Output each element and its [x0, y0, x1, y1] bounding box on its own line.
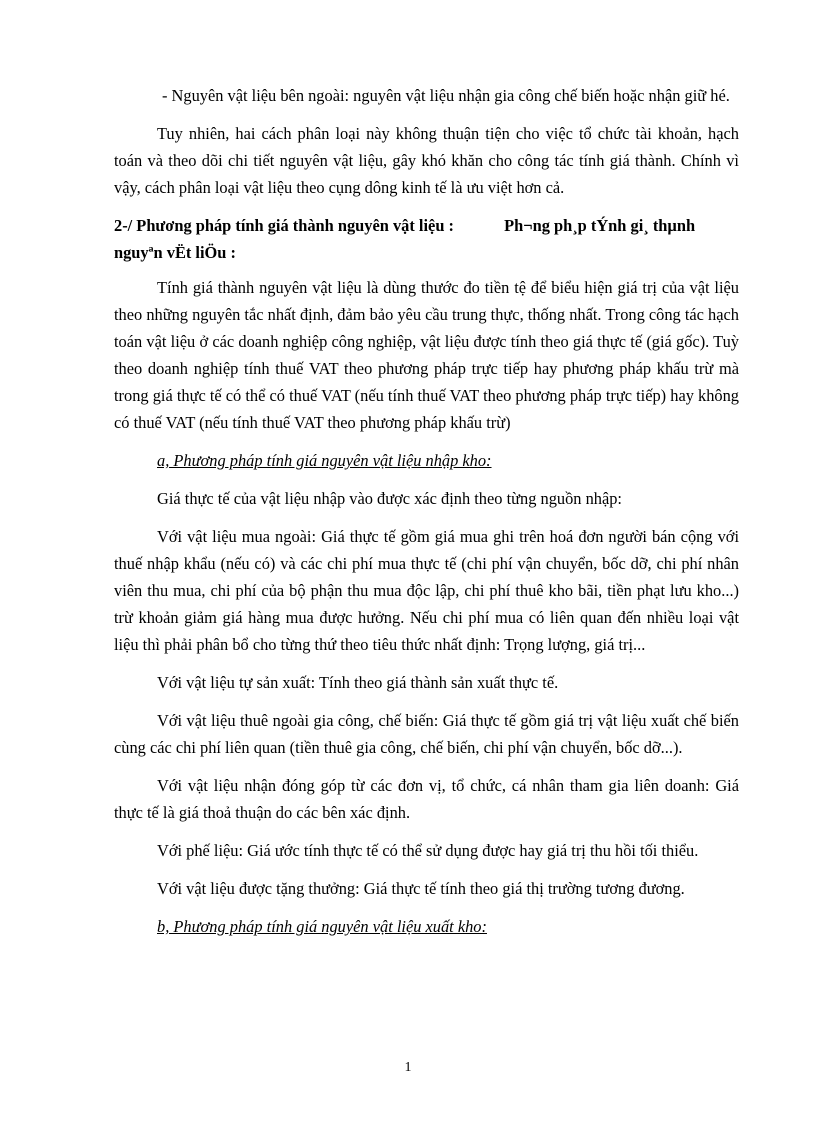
document-page: [114, 82, 739, 951]
paragraph-scrap: Với phế liệu: Giá ước tính thực tế có thể sử dụng được hay giá trị thu hồi tối thiểu.: [157, 841, 699, 860]
subheading-b: b, Phương pháp tính giá nguyên vật liệu xuất kho:: [157, 917, 487, 936]
paragraph-self-produced: Với vật liệu tự sản xuất: Tính theo giá thành sản xuất thực tế.: [157, 673, 559, 692]
page-number: 1: [404, 1060, 412, 1075]
subheading-a: a, Phương pháp tính giá nguyên vật liệu nhập kho:: [157, 451, 492, 470]
section-heading-text: 2-/ Phương pháp tính giá thành nguyên vật liệu :: [114, 216, 454, 235]
paragraph-external-materials: - Nguyên vật liệu bên ngoài: nguyên vật liệu nhận gia công chế biến hoặc nhận giữ hé.: [162, 86, 730, 105]
paragraph-contributed: Với vật liệu nhận đóng góp từ các đơn vị, tổ chức, cá nhân tham gia liên doanh: Giá thực tế là giá thoả thuận do các bên xác định.: [114, 776, 739, 822]
paragraph-classification-note: Tuy nhiên, hai cách phân loại này không thuận tiện cho việc tổ chức tài khoản, hạch toán và theo dõi chi tiết nguyên vật liệu, gây khó khăn cho công tác tính giá thành. Chính vì vậy, cách phân loại vật liệu theo cụng dông kinh tế là ưu việt hơn cả.: [114, 124, 739, 197]
paragraph-purchased: Với vật liệu mua ngoài: Giá thực tế gồm giá mua ghi trên hoá đơn người bán cộng với thuế nhập khẩu (nếu có) và các chi phí mua thực tế (chi phí vận chuyển, bốc dỡ, chi phí nhân viên thu mua, chi phí của bộ phận thu mua độc lập, chi phí thuê kho bãi, tiền phạt lưu kho...) trừ khoản giảm giá hàng mua được hưởng. Nếu chi phí mua có liên quan đến nhiều loại vật liệu thì phải phân bổ cho từng thứ theo tiêu thức nhất định: Trọng lượng, giá trị...: [114, 527, 739, 654]
paragraph-pricing-intro: Tính giá thành nguyên vật liệu là dùng thước đo tiền tệ để biểu hiện giá trị của vật liệu theo những nguyên tắc nhất định, đảm bảo yêu cầu trung thực, thống nhất. Trong công tác hạch toán vật liệu ở các doanh nghiệp công nghiệp, vật liệu được tính theo giá thực tế (giá gốc). Tuỳ theo doanh nghiệp tính thuế VAT theo phương pháp trực tiếp hay phương pháp khấu trừ mà trong giá thực tế có thể có thuế VAT (nếu tính thuế VAT theo phương pháp trực tiếp) hay không có thuế VAT (nếu tính thuế VAT theo phương pháp khấu trừ): [114, 278, 739, 432]
section-heading-garbled: Ph¬ng ph¸p tÝnh gi¸ thµnh nguyªn vËt liÖu :: [114, 216, 696, 262]
section-heading-2: [114, 212, 739, 266]
paragraph-import-sources: Giá thực tế của vật liệu nhập vào được xác định theo từng nguồn nhập:: [157, 489, 622, 508]
paragraph-gifted: Với vật liệu được tặng thưởng: Giá thực tế tính theo giá thị trường tương đương.: [157, 879, 685, 898]
paragraph-outsourced: Với vật liệu thuê ngoài gia công, chế biến: Giá thực tế gồm giá trị vật liệu xuất chế biến cùng các chi phí liên quan (tiền thuê gia công, chế biến, chi phí vận chuyển, bốc dỡ...).: [114, 711, 739, 757]
